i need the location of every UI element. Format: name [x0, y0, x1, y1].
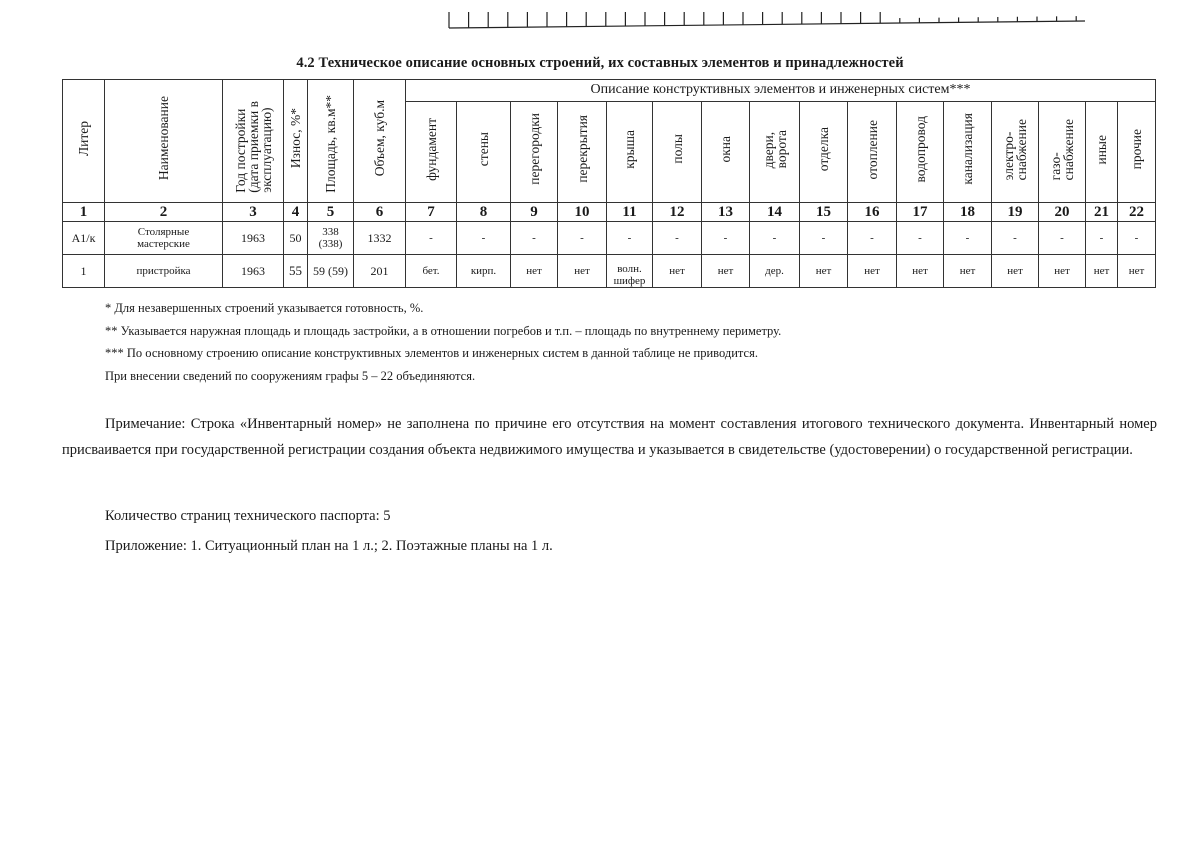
table-cell: 201 — [354, 255, 406, 288]
header-line: эксплуатацию) — [258, 107, 274, 193]
header-line: двери, — [760, 131, 776, 169]
column-header-label — [1049, 119, 1075, 180]
column-header — [702, 101, 750, 202]
column-number: 11 — [607, 203, 653, 222]
column-number: 1 — [63, 203, 105, 222]
table-cell: дер. — [750, 255, 800, 288]
section-title: 4.2 Техническое описание основных строений, их составных элементов и принадлежностей — [296, 55, 904, 71]
column-header-label — [425, 118, 438, 181]
column-header-label — [817, 127, 830, 171]
header-line: Год постройки — [232, 108, 248, 193]
column-number: 22 — [1118, 203, 1156, 222]
header-line: снабжение — [1061, 118, 1076, 180]
header-line: фундамент — [423, 117, 439, 181]
column-header — [653, 101, 702, 202]
table-row — [63, 255, 1156, 288]
table-cell: - — [944, 222, 992, 255]
appendix-line: Приложение: 1. Ситуационный план на 1 л.; 2. Поэтажные планы на 1 л. — [105, 538, 553, 554]
column-header-label — [373, 100, 386, 176]
column-header-label — [77, 121, 90, 156]
column-header — [558, 101, 607, 202]
header-line: окна — [718, 135, 733, 163]
column-header — [607, 101, 653, 202]
column-number: 16 — [848, 203, 897, 222]
footnote: * Для незавершенных строений указывается готовность, %. — [105, 301, 424, 315]
table-cell: пристройка — [105, 255, 223, 288]
column-header-label — [324, 95, 337, 193]
table-cell: - — [558, 222, 607, 255]
table-cell: нет — [848, 255, 897, 288]
column-number: 17 — [897, 203, 944, 222]
table-cell: 1332 — [354, 222, 406, 255]
footnote: При внесении сведений по сооружениям графы 5 – 22 объединяются. — [105, 368, 476, 383]
column-header — [63, 80, 105, 203]
header-line: стены — [476, 132, 491, 167]
column-number: 6 — [354, 203, 406, 222]
header-line: Площадь, кв.м** — [323, 95, 338, 193]
footnote: *** По основному строению описание конструктивных элементов и инженерных систем в данной таблице не приводится. — [105, 346, 758, 360]
column-number: 20 — [1039, 203, 1086, 222]
table-cell: - — [702, 222, 750, 255]
column-header — [105, 80, 223, 203]
table-cell: нет — [558, 255, 607, 288]
footnotes — [105, 297, 781, 387]
table-cell: - — [750, 222, 800, 255]
column-header-label — [157, 96, 170, 180]
header-line: иные — [1094, 134, 1109, 165]
column-number: 4 — [284, 203, 308, 222]
table-cell: - — [607, 222, 653, 255]
header-line: снабжение — [1014, 118, 1029, 180]
column-header-label — [671, 134, 684, 164]
column-header-label — [528, 113, 541, 185]
column-header-label — [576, 115, 589, 183]
table-cell: нет — [1118, 255, 1156, 288]
column-number: 5 — [308, 203, 354, 222]
footnote: ** Указывается наружная площадь и площадь застройки, а в отношении погребов и т.п. – площадь по внутреннему периметру. — [105, 323, 782, 338]
header-line: канализация — [960, 113, 975, 186]
table-cell: - — [800, 222, 848, 255]
column-number: 9 — [511, 203, 558, 222]
table-cell: 1963 — [223, 255, 284, 288]
remark-paragraph — [62, 412, 1157, 463]
column-header-label — [719, 136, 732, 163]
header-line: прочие — [1129, 129, 1144, 170]
table-cell: нет — [1039, 255, 1086, 288]
table-cell: нет — [1086, 255, 1118, 288]
column-header-label — [289, 108, 302, 168]
table-cell: - — [992, 222, 1039, 255]
table-cell: 59 (59) — [308, 255, 354, 288]
column-header — [223, 80, 284, 203]
table-cell: - — [653, 222, 702, 255]
header-line: (дата приемки в — [245, 101, 261, 193]
header-line: ворота — [773, 130, 789, 169]
header-line: Литер — [76, 120, 91, 157]
table-cell: - — [1086, 222, 1118, 255]
table-row — [63, 222, 1156, 255]
table-cell: волн. шифер — [607, 255, 653, 288]
column-number: 8 — [457, 203, 511, 222]
column-header — [800, 101, 848, 202]
table-cell: - — [1118, 222, 1156, 255]
column-number: 21 — [1086, 203, 1118, 222]
column-header — [944, 101, 992, 202]
header-line: электро- — [1001, 131, 1016, 180]
column-header — [406, 101, 457, 202]
column-header-label — [914, 116, 927, 183]
table-cell: нет — [653, 255, 702, 288]
column-header-label — [234, 101, 273, 193]
column-header — [308, 80, 354, 203]
column-number: 19 — [992, 203, 1039, 222]
column-header-label — [623, 130, 636, 169]
header-line: отопление — [864, 119, 880, 179]
column-number: 12 — [653, 203, 702, 222]
column-number: 18 — [944, 203, 992, 222]
column-number-row — [63, 203, 1156, 222]
table-cell: А1/к — [63, 222, 105, 255]
table-cell: - — [1039, 222, 1086, 255]
table-cell: бет. — [406, 255, 457, 288]
column-header-label — [866, 120, 879, 179]
group-header: Описание конструктивных элементов и инженерных систем*** — [406, 80, 1156, 102]
column-header — [848, 101, 897, 202]
table-cell: - — [457, 222, 511, 255]
column-header-label — [1095, 135, 1108, 165]
column-number: 14 — [750, 203, 800, 222]
table-cell: нет — [944, 255, 992, 288]
table-cell: нет — [702, 255, 750, 288]
column-header-label — [762, 130, 788, 168]
column-number: 15 — [800, 203, 848, 222]
column-number: 13 — [702, 203, 750, 222]
remark-text: Примечание: Строка «Инвентарный номер» не заполнена по причине его отсутствия на момент составления итогового технического документа. Инвентарный номер присваивается при государственной регистрации создания объекта недвижимого имущества и указывается в свидетельстве (удостоверении) о государственной регистрации. — [62, 416, 1157, 458]
header-line: водопровод — [912, 116, 928, 183]
table-header-row — [63, 80, 1156, 102]
header-line: Объем, куб.м — [372, 100, 387, 177]
column-number: 10 — [558, 203, 607, 222]
table-cell: - — [511, 222, 558, 255]
technical-description-table — [62, 79, 1156, 288]
header-line: Износ, %* — [288, 108, 303, 169]
table-cell: - — [848, 222, 897, 255]
table-cell: - — [897, 222, 944, 255]
table-cell: 50 — [284, 222, 308, 255]
column-header — [1039, 101, 1086, 202]
pages-count: Количество страниц технического паспорта: 5 — [105, 508, 391, 524]
header-line: газо- — [1048, 151, 1063, 180]
table-cell: 55 — [284, 255, 308, 288]
column-header — [511, 101, 558, 202]
header-line: Наименование — [156, 96, 171, 181]
table-cell: кирп. — [457, 255, 511, 288]
column-header — [354, 80, 406, 203]
column-header — [1118, 101, 1156, 202]
header-line: перекрытия — [574, 115, 590, 184]
column-number: 3 — [223, 203, 284, 222]
table-cell: - — [406, 222, 457, 255]
table-cell: Столярные мастерские — [105, 222, 223, 255]
column-header — [750, 101, 800, 202]
column-header — [1086, 101, 1118, 202]
column-header — [992, 101, 1039, 202]
table-cell: 1 — [63, 255, 105, 288]
column-header-label — [1130, 129, 1143, 169]
column-header — [284, 80, 308, 203]
table-cell: нет — [992, 255, 1039, 288]
header-line: полы — [669, 134, 685, 165]
scan-ruler-marks — [447, 8, 1087, 30]
table-cell: 1963 — [223, 222, 284, 255]
table-cell: нет — [897, 255, 944, 288]
column-header — [897, 101, 944, 202]
table-cell: 338 (338) — [308, 222, 354, 255]
table-cell: нет — [511, 255, 558, 288]
header-line: перегородки — [526, 113, 542, 186]
header-line: отделка — [816, 127, 831, 172]
header-line: крыша — [622, 129, 637, 169]
column-number: 2 — [105, 203, 223, 222]
column-header-label — [1002, 119, 1028, 180]
column-header-label — [961, 113, 974, 185]
table-cell: нет — [800, 255, 848, 288]
column-header — [457, 101, 511, 202]
column-number: 7 — [406, 203, 457, 222]
column-header-label — [477, 132, 490, 166]
